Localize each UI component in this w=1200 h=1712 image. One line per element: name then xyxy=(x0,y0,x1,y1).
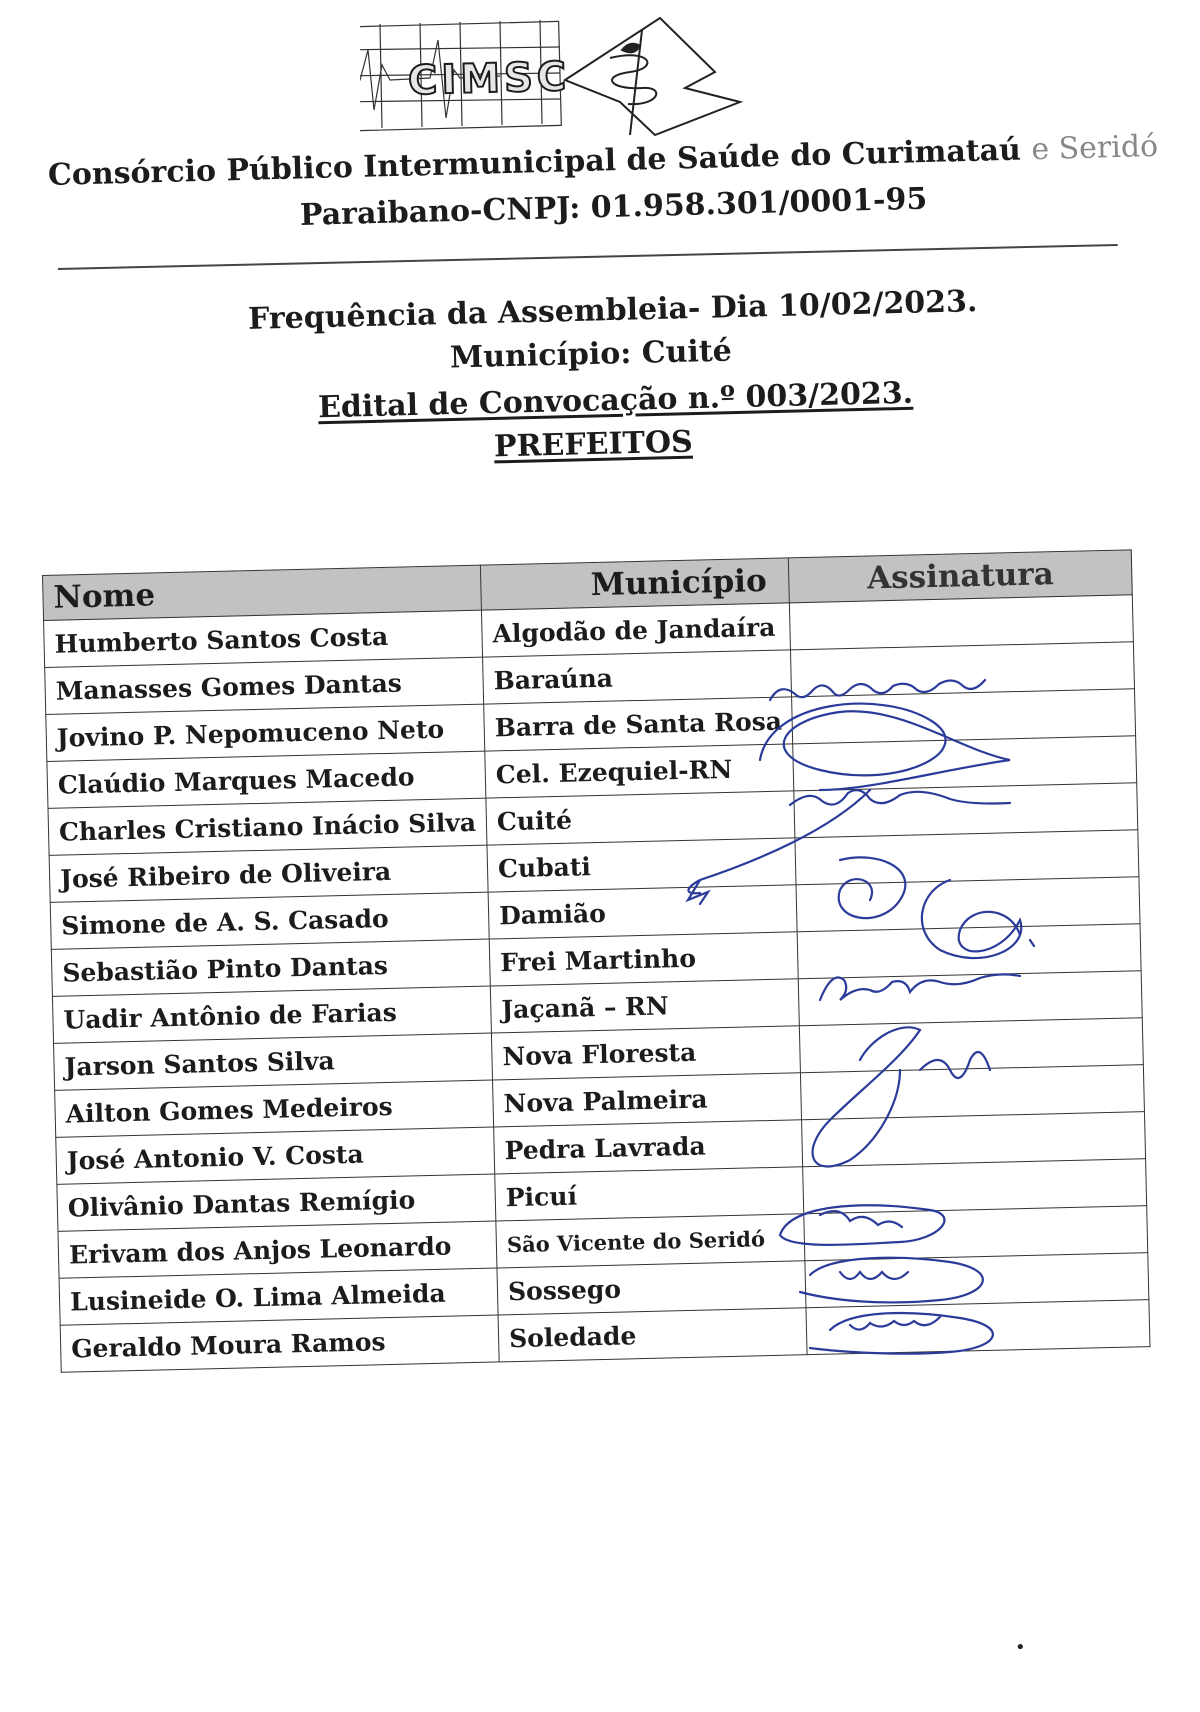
cell-signature-signed xyxy=(791,642,1135,697)
cell-municipality: Soledade xyxy=(498,1308,807,1362)
cell-signature-signed xyxy=(803,1159,1147,1214)
ink-speck: • xyxy=(1015,1637,1026,1658)
cell-signature-signed xyxy=(805,1253,1149,1308)
cell-signature-signed xyxy=(797,924,1141,979)
cell-municipality: Cel. Ezequiel-RN xyxy=(485,744,794,798)
cell-signature-empty xyxy=(799,971,1143,1026)
header-municipality: Município xyxy=(480,558,789,610)
cell-municipality: Frei Martinho xyxy=(489,932,798,986)
organization-name-tail: e Seridó xyxy=(1030,128,1159,168)
cimsc-logo xyxy=(360,10,800,150)
cell-signature-empty xyxy=(802,1112,1146,1167)
cell-signature-empty xyxy=(790,595,1134,650)
cell-municipality: Nova Floresta xyxy=(491,1026,800,1080)
cell-municipality: Jaçanã – RN xyxy=(490,979,799,1033)
cell-name: Uadir Antônio de Farias xyxy=(52,986,491,1043)
attendance-table xyxy=(42,549,1150,1372)
cell-municipality: Pedra Lavrada xyxy=(494,1120,803,1174)
cell-municipality: Picuí xyxy=(495,1167,804,1221)
municipality-heading: Município: Cuité xyxy=(449,333,733,376)
cell-municipality: Sossego xyxy=(497,1261,806,1315)
cell-name: Ailton Gomes Medeiros xyxy=(55,1080,494,1137)
attendance-table-wrapper xyxy=(42,549,1150,1372)
cell-name: Olivânio Dantas Remígio xyxy=(57,1174,496,1231)
logo-text: CIMSC xyxy=(407,53,571,105)
cell-municipality: Barra de Santa Rosa xyxy=(484,697,793,751)
cell-signature-signed xyxy=(804,1206,1148,1261)
section-heading: PREFEITOS xyxy=(493,424,694,465)
cell-name: Manasses Gomes Dantas xyxy=(45,657,484,714)
document-title: Frequência da Assembleia- Dia 10/02/2023. xyxy=(247,284,978,337)
header-divider xyxy=(58,244,1118,270)
cell-name: José Antonio V. Costa xyxy=(56,1127,495,1184)
cell-name: Simone de A. S. Casado xyxy=(50,892,489,949)
cell-municipality: São Vicente do Seridó xyxy=(496,1214,805,1268)
header-name: Nome xyxy=(43,565,482,620)
cell-name: Jovino P. Nepomuceno Neto xyxy=(46,704,485,761)
cell-signature-signed xyxy=(794,783,1138,838)
cell-name: Jarson Santos Silva xyxy=(54,1033,493,1090)
cell-signature-signed xyxy=(796,877,1140,932)
cell-municipality: Algodão de Jandaíra xyxy=(481,603,790,657)
cell-municipality: Nova Palmeira xyxy=(493,1073,802,1127)
cell-signature-signed xyxy=(793,736,1137,791)
table-body xyxy=(44,595,1150,1372)
cell-signature-empty xyxy=(801,1065,1145,1120)
cell-signature-signed xyxy=(792,689,1136,744)
cell-municipality: Cuité xyxy=(486,791,795,845)
edital-heading: Edital de Convocação n.º 003/2023. xyxy=(317,375,914,426)
cell-municipality: Cubati xyxy=(487,838,796,892)
cell-name: Sebastião Pinto Dantas xyxy=(51,939,490,996)
cell-name: Humberto Santos Costa xyxy=(44,610,483,667)
cell-name: Lusineide O. Lima Almeida xyxy=(59,1268,498,1325)
cell-signature-empty xyxy=(806,1300,1150,1355)
organization-name-main: Consórcio Público Intermunicipal de Saúde do Curimataú xyxy=(47,132,1022,193)
header-signature: Assinatura xyxy=(789,550,1133,603)
organization-cnpj-line: Paraibano-CNPJ: 01.958.301/0001-95 xyxy=(299,181,928,233)
cell-signature-signed xyxy=(800,1018,1144,1073)
cell-name: Geraldo Moura Ramos xyxy=(60,1315,499,1372)
cell-name: Claúdio Marques Macedo xyxy=(47,751,486,808)
cell-municipality: Damião xyxy=(488,885,797,939)
cell-municipality: Baraúna xyxy=(483,650,792,704)
cell-name: José Ribeiro de Oliveira xyxy=(49,845,488,902)
cell-name: Charles Cristiano Inácio Silva xyxy=(48,798,487,855)
cell-name: Erivam dos Anjos Leonardo xyxy=(58,1221,497,1278)
cell-signature-signed xyxy=(795,830,1139,885)
